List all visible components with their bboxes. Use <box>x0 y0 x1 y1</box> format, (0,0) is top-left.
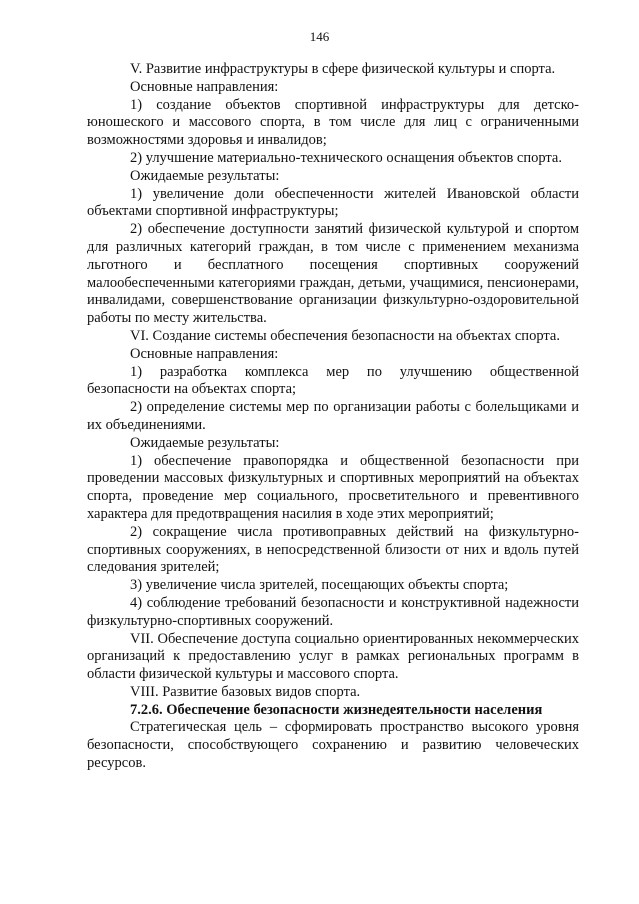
section-heading: 7.2.6. Обеспечение безопасности жизнедеятельности населения <box>130 701 543 718</box>
paragraph: VII. Обеспечение доступа социально ориентированных некоммерческих организаций к предоставлению услуг в рамках региональных программ в области физической культуры и массового спорта. <box>87 630 579 683</box>
paragraph: Ожидаемые результаты: <box>130 167 280 184</box>
paragraph: 2) улучшение материально-технического оснащения объектов спорта. <box>130 149 562 166</box>
paragraph: 1) разработка комплекса мер по улучшению общественной безопасности на объектах спорта; <box>87 363 579 398</box>
paragraph: 2) обеспечение доступности занятий физической культурой и спортом для различных категорий граждан, в том числе с применением механизма льготного и бесплатного посещения спортивных сооружений малообеспеченными категориями граждан, детьми, учащимися, пенсионерами, инвалидами, совершенствование организации физкультурно-оздоровительной работы по месту жительства. <box>87 221 579 327</box>
paragraph: Основные направления: <box>130 345 279 362</box>
paragraph: VIII. Развитие базовых видов спорта. <box>130 683 361 700</box>
paragraph: VI. Создание системы обеспечения безопасности на объектах спорта. <box>130 327 560 344</box>
paragraph: V. Развитие инфраструктуры в сфере физической культуры и спорта. <box>130 61 556 77</box>
paragraph: 1) создание объектов спортивной инфраструктуры для детско-юношеского и массового спорта, в том числе для лиц с ограниченными возможностями здоровья и инвалидов; <box>87 96 579 149</box>
paragraph: 2) сокращение числа противоправных действий на физкультурно-спортивных сооружениях, в непосредственной близости от них и вдоль путей следования зрителей; <box>87 523 579 576</box>
paragraph: 1) увеличение доли обеспеченности жителей Ивановской области объектами спортивной инфраструктуры; <box>87 185 579 220</box>
paragraph: Ожидаемые результаты: <box>130 434 280 451</box>
document-body <box>87 61 579 773</box>
paragraph: 3) увеличение числа зрителей, посещающих объекты спорта; <box>130 577 509 594</box>
paragraph: Основные направления: <box>130 78 279 95</box>
paragraph: 2) определение системы мер по организации работы с болельщиками и их объединениями. <box>87 399 579 433</box>
paragraph: Стратегическая цель – сформировать пространство высокого уровня безопасности, способствующего сохранению и развитию человеческих ресурсов. <box>87 719 579 772</box>
paragraph: 1) обеспечение правопорядка и общественной безопасности при проведении массовых физкультурных и спортивных мероприятий на объектах спорта, проведение мер социального, просветительного и превентивного характера для предотвращения насилия в ходе этих мероприятий; <box>87 452 579 522</box>
page-number: 146 <box>309 29 330 44</box>
paragraph: 4) соблюдение требований безопасности и конструктивной надежности физкультурно-спортивных сооружений. <box>87 594 579 629</box>
